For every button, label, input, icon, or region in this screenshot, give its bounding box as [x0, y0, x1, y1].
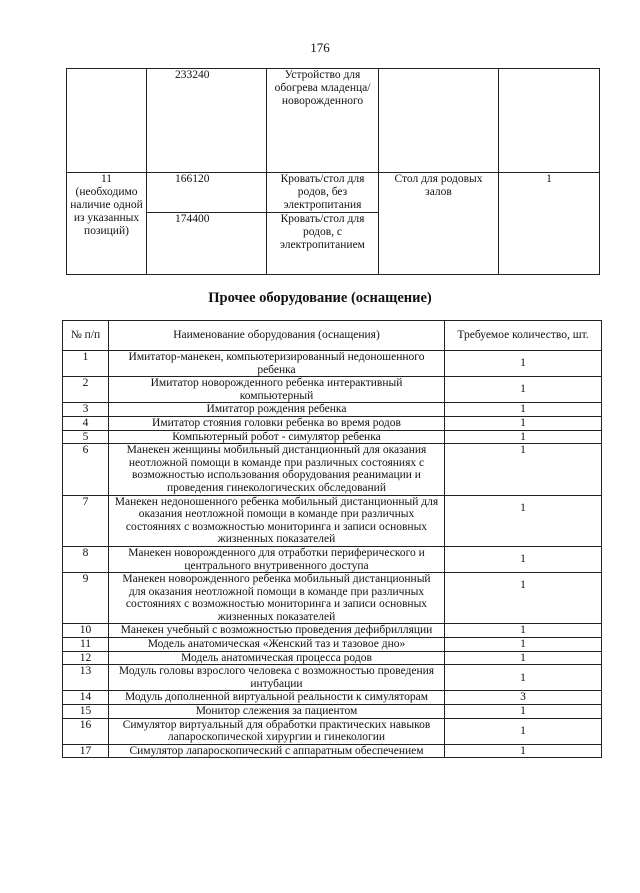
row-quantity: 1 — [445, 495, 602, 546]
row-name: Имитатор-манекен, компьютеризированный недоношенного ребенка — [109, 351, 445, 377]
row-number: 10 — [63, 624, 109, 638]
row-quantity: 1 — [445, 430, 602, 444]
row-number: 15 — [63, 705, 109, 719]
row-number: 11 — [63, 638, 109, 652]
table-row — [63, 705, 602, 719]
row-quantity: 1 — [445, 665, 602, 691]
usage-cell — [379, 69, 499, 173]
row-name: Монитор слежения за пациентом — [109, 705, 445, 719]
usage-cell: Стол для родовых залов — [379, 173, 499, 275]
row-name: Модель анатомическая процесса родов — [109, 651, 445, 665]
row-name: Манекен новорожденного ребенка мобильный дистанционный для оказания неотложной помощи в команде при различных состояниях с возможностью мониторинга и записи основных жизненных показателей — [109, 573, 445, 624]
table-row — [63, 495, 602, 546]
row-number: 8 — [63, 546, 109, 572]
table-row — [63, 651, 602, 665]
row-number: 7 — [63, 495, 109, 546]
row-name: Манекен новорожденного для отработки периферического и центрального внутривенного доступа — [109, 546, 445, 572]
row-number: 2 — [63, 377, 109, 403]
table-row — [63, 573, 602, 624]
row-quantity: 1 — [445, 351, 602, 377]
table-row — [67, 173, 600, 213]
row-quantity: 1 — [445, 573, 602, 624]
row-number: 12 — [63, 651, 109, 665]
row-name: Модуль головы взрослого человека с возможностью проведения интубации — [109, 665, 445, 691]
row-number: 3 — [63, 403, 109, 417]
name-cell: Кровать/стол для родов, с электропитанием — [267, 213, 379, 275]
table-row — [63, 624, 602, 638]
table-row — [63, 416, 602, 430]
header-number: № п/п — [63, 321, 109, 351]
number-cell — [67, 69, 147, 173]
row-number: 6 — [63, 444, 109, 495]
row-quantity: 1 — [445, 624, 602, 638]
row-name: Манекен недоношенного ребенка мобильный дистанционный для оказания неотложной помощи в команде при различных состояниях с возможностью мониторинга и записи основных жизненных показателей — [109, 495, 445, 546]
row-number: 16 — [63, 718, 109, 744]
code-cell: 233240 — [147, 69, 267, 173]
row-name: Компьютерный робот - симулятор ребенка — [109, 430, 445, 444]
row-name: Симулятор виртуальный для обработки практических навыков лапароскопической хирургии и гинекологии — [109, 718, 445, 744]
table-row — [63, 665, 602, 691]
row-quantity: 1 — [445, 416, 602, 430]
row-name: Имитатор новорожденного ребенка интерактивный компьютерный — [109, 377, 445, 403]
table-row — [63, 691, 602, 705]
row-name: Манекен женщины мобильный дистанционный для оказания неотложной помощи в команде при различных состояниях с возможностью использования оборудования реанимации и проведения гинекологических обследований — [109, 444, 445, 495]
qty-cell: 1 — [499, 173, 600, 275]
row-number: 4 — [63, 416, 109, 430]
header-name: Наименование оборудования (оснащения) — [109, 321, 445, 351]
code-cell: 174400 — [147, 213, 267, 275]
row-quantity: 1 — [445, 546, 602, 572]
row-name: Модуль дополненной виртуальной реальности к симуляторам — [109, 691, 445, 705]
row-quantity: 1 — [445, 705, 602, 719]
table-row — [63, 351, 602, 377]
row-number: 17 — [63, 744, 109, 758]
row-name: Имитатор стояния головки ребенка во время родов — [109, 416, 445, 430]
table-row — [67, 69, 600, 173]
row-name: Имитатор рождения ребенка — [109, 403, 445, 417]
table-row — [63, 638, 602, 652]
name-cell: Устройство для обогрева младенца/ новорожденного — [267, 69, 379, 173]
table-row — [63, 444, 602, 495]
name-cell: Кровать/стол для родов, без электропитания — [267, 173, 379, 213]
row-quantity: 1 — [445, 744, 602, 758]
row-quantity: 1 — [445, 638, 602, 652]
row-quantity: 1 — [445, 718, 602, 744]
other-equipment-table — [62, 320, 602, 758]
header-quantity: Требуемое количество, шт. — [445, 321, 602, 351]
section-title: Прочее оборудование (оснащение) — [208, 290, 432, 306]
table-row — [63, 718, 602, 744]
qty-cell — [499, 69, 600, 173]
row-number: 14 — [63, 691, 109, 705]
table-row — [63, 430, 602, 444]
page-number: 176 — [310, 40, 330, 55]
row-name: Симулятор лапароскопический с аппаратным обеспечением — [109, 744, 445, 758]
row-quantity: 1 — [445, 403, 602, 417]
row-number: 13 — [63, 665, 109, 691]
row-number: 1 — [63, 351, 109, 377]
row-number: 9 — [63, 573, 109, 624]
row-quantity: 3 — [445, 691, 602, 705]
table-row — [63, 403, 602, 417]
row-quantity: 1 — [445, 444, 602, 495]
equipment-table-continued — [66, 68, 600, 275]
table-row — [63, 377, 602, 403]
row-name: Модель анатомическая «Женский таз и тазовое дно» — [109, 638, 445, 652]
row-quantity: 1 — [445, 377, 602, 403]
table-row — [63, 744, 602, 758]
row-number: 5 — [63, 430, 109, 444]
table-header-row — [63, 321, 602, 351]
table-row — [63, 546, 602, 572]
code-cell: 166120 — [147, 173, 267, 213]
row-quantity: 1 — [445, 651, 602, 665]
number-cell: 11 (необходимо наличие одной из указанных позиций) — [67, 173, 147, 275]
row-name: Манекен учебный с возможностью проведения дефибрилляции — [109, 624, 445, 638]
